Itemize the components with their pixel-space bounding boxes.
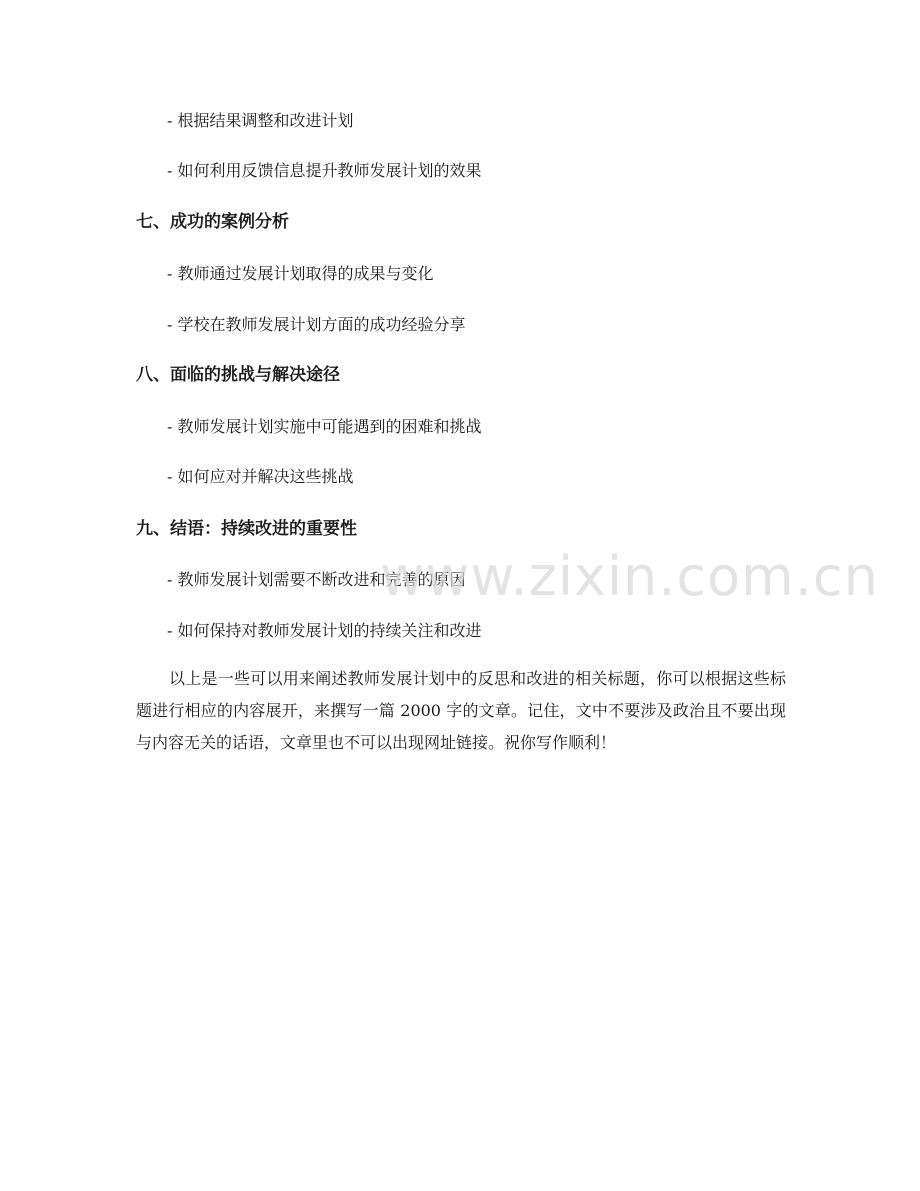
list-item: - 教师发展计划需要不断改进和完善的原因 xyxy=(167,570,466,589)
section-heading-7: 七、成功的案例分析 xyxy=(136,212,289,232)
list-item: - 如何保持对教师发展计划的持续关注和改进 xyxy=(167,621,482,640)
list-item: - 如何利用反馈信息提升教师发展计划的效果 xyxy=(167,161,482,180)
list-item: - 学校在教师发展计划方面的成功经验分享 xyxy=(167,315,466,334)
list-item: - 教师发展计划实施中可能遇到的困难和挑战 xyxy=(167,417,482,436)
section-heading-9: 九、结语：持续改进的重要性 xyxy=(136,519,357,539)
list-item: - 如何应对并解决这些挑战 xyxy=(167,467,354,486)
list-item: - 根据结果调整和改进计划 xyxy=(167,111,354,130)
list-item: - 教师通过发展计划取得的成果与变化 xyxy=(167,264,434,283)
watermark: www.zixin.com.cn xyxy=(380,545,879,608)
section-heading-8: 八、面临的挑战与解决途径 xyxy=(136,365,340,385)
closing-paragraph: 以上是一些可以用来阐述教师发展计划中的反思和改进的相关标题，你可以根据这些标题进行相应的内容展开，来撰写一篇 2000 字的文章。记住，文中不要涉及政治且不要出现与内容无关的话语，文章里也不可以出现网址链接。祝你写作顺利！ xyxy=(136,669,786,752)
